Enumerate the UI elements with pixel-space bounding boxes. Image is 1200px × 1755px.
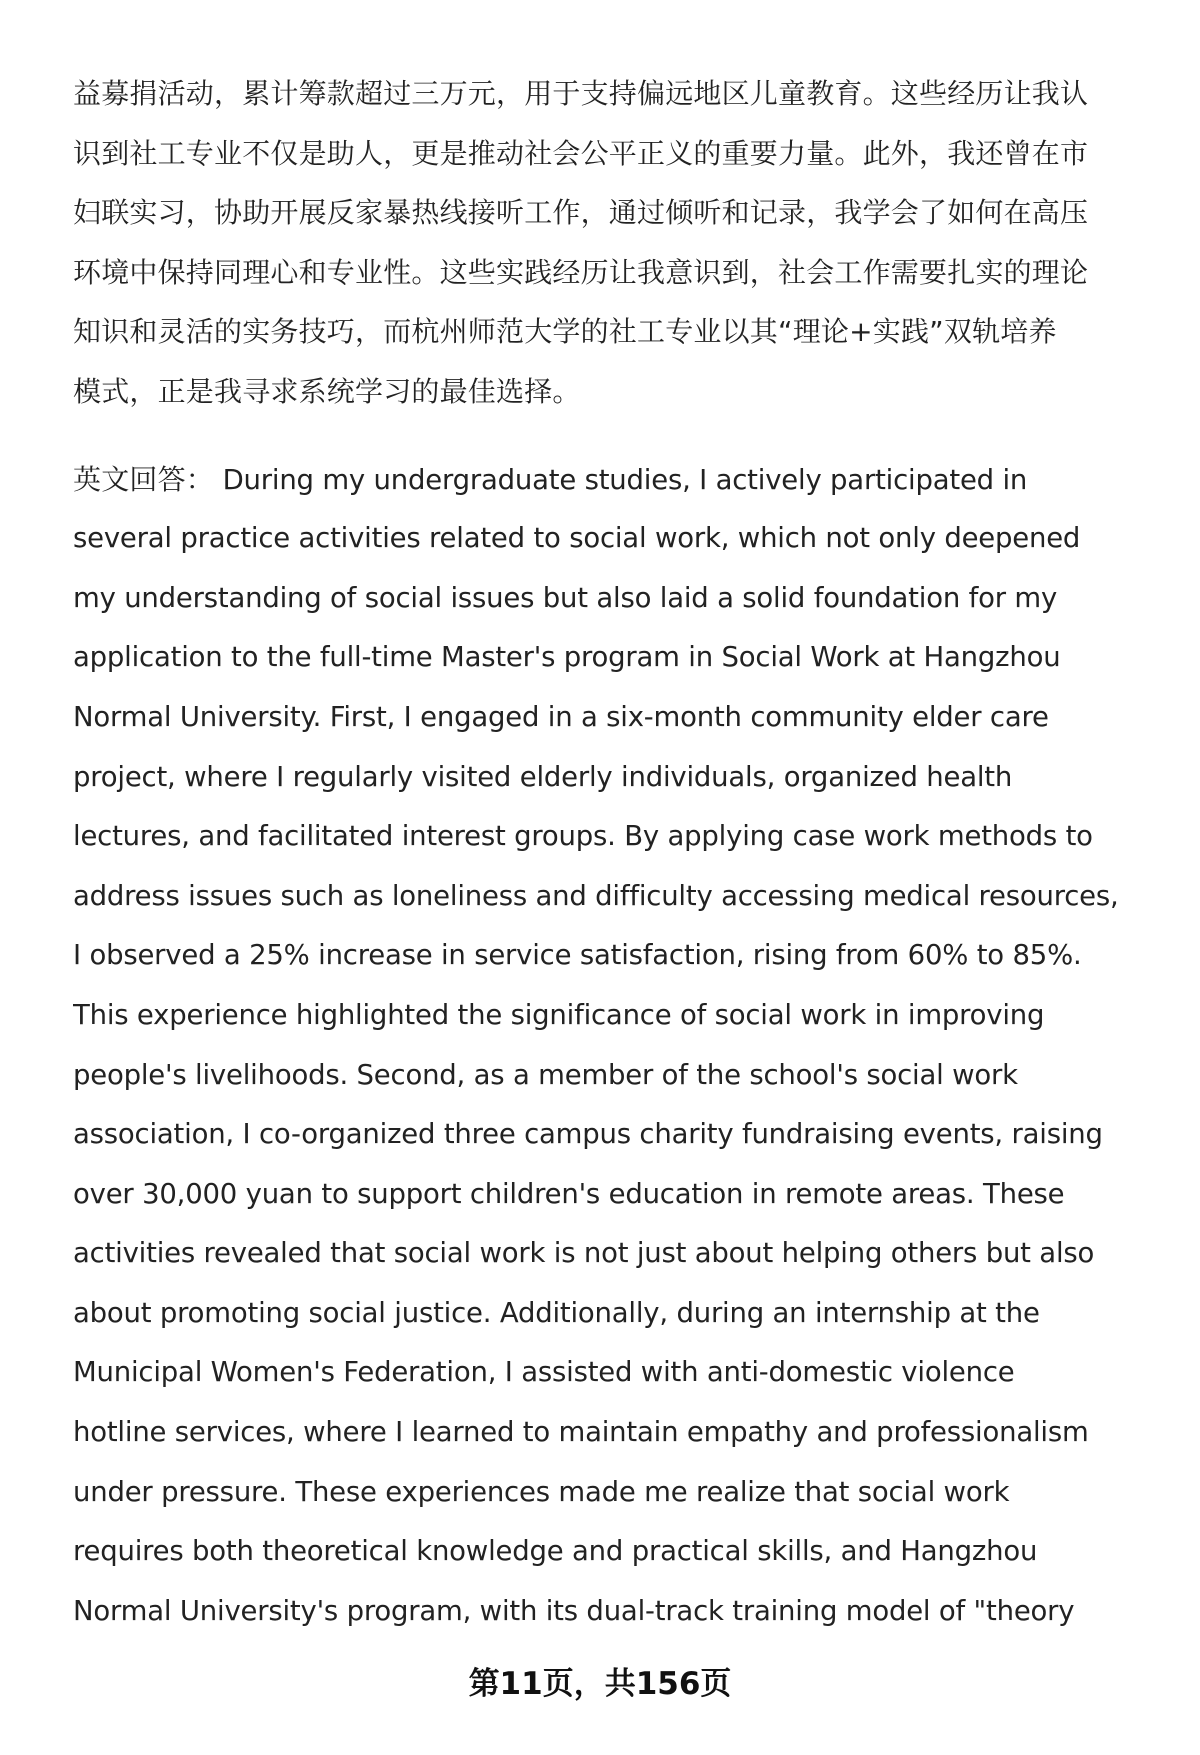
text-line: over 30,000 yuan to support children's education in remote areas. These <box>73 1177 1065 1210</box>
document-body <box>73 64 1153 1641</box>
text-line: hotline services, where I learned to maintain empathy and professionalism <box>73 1416 1089 1449</box>
text-line: project, where I regularly visited elderly individuals, organized health <box>73 760 1013 793</box>
text-line: lectures, and facilitated interest groups. By applying case work methods to <box>73 820 1093 853</box>
text-line <box>73 450 1153 510</box>
text-line: association, I co-organized three campus charity fundraising events, raising <box>73 1118 1103 1151</box>
text-line: This experience highlighted the significance of social work in improving <box>73 998 1045 1031</box>
english-first-line: During my undergraduate studies, I actively participated in <box>222 463 1028 496</box>
text-line: my understanding of social issues but also laid a solid foundation for my <box>73 581 1058 614</box>
text-line: about promoting social justice. Additionally, during an internship at the <box>73 1296 1040 1329</box>
text-line: under pressure. These experiences made me realize that social work <box>73 1475 1010 1508</box>
english-answer-label: 英文回答： <box>73 462 215 496</box>
chinese-answer-paragraph <box>73 64 1153 422</box>
text-line: 模式，正是我寻求系统学习的最佳选择。 <box>73 374 581 408</box>
text-line: Normal University's program, with its dual-track training model of "theory <box>73 1594 1075 1627</box>
text-line: 益募捐活动，累计筹款超过三万元，用于支持偏远地区儿童教育。这些经历让我认 <box>73 77 1089 110</box>
paragraph-gap <box>73 422 1153 450</box>
text-line: 知识和灵活的实务技巧，而杭州师范大学的社工专业以其“理论+实践”双轨培养 <box>73 315 1057 349</box>
text-line: several practice activities related to social work, which not only deepened <box>73 522 1081 555</box>
page-number-footer: 第11页，共156页 <box>468 1666 732 1702</box>
text-line: 识到社工专业不仅是助人，更是推动社会公平正义的重要力量。此外，我还曾在市 <box>73 136 1089 170</box>
english-answer-paragraph <box>73 450 1153 1642</box>
text-line: application to the full-time Master's program in Social Work at Hangzhou <box>73 641 1061 674</box>
text-line: Normal University. First, I engaged in a six-month community elder care <box>73 700 1049 733</box>
text-line: people's livelihoods. Second, as a member of the school's social work <box>73 1058 1018 1091</box>
text-line: Municipal Women's Federation, I assisted with anti-domestic violence <box>73 1356 1015 1389</box>
text-line: activities revealed that social work is not just about helping others but also <box>73 1237 1095 1270</box>
text-line: requires both theoretical knowledge and practical skills, and Hangzhou <box>73 1535 1038 1568</box>
text-line: 环境中保持同理心和专业性。这些实践经历让我意识到，社会工作需要扎实的理论 <box>73 255 1089 289</box>
text-line: I observed a 25% increase in service satisfaction, rising from 60% to 85%. <box>73 939 1082 972</box>
text-line: address issues such as loneliness and difficulty accessing medical resources, <box>73 879 1119 912</box>
text-line: 妇联实习，协助开展反家暴热线接听工作，通过倾听和记录，我学会了如何在高压 <box>73 196 1089 230</box>
